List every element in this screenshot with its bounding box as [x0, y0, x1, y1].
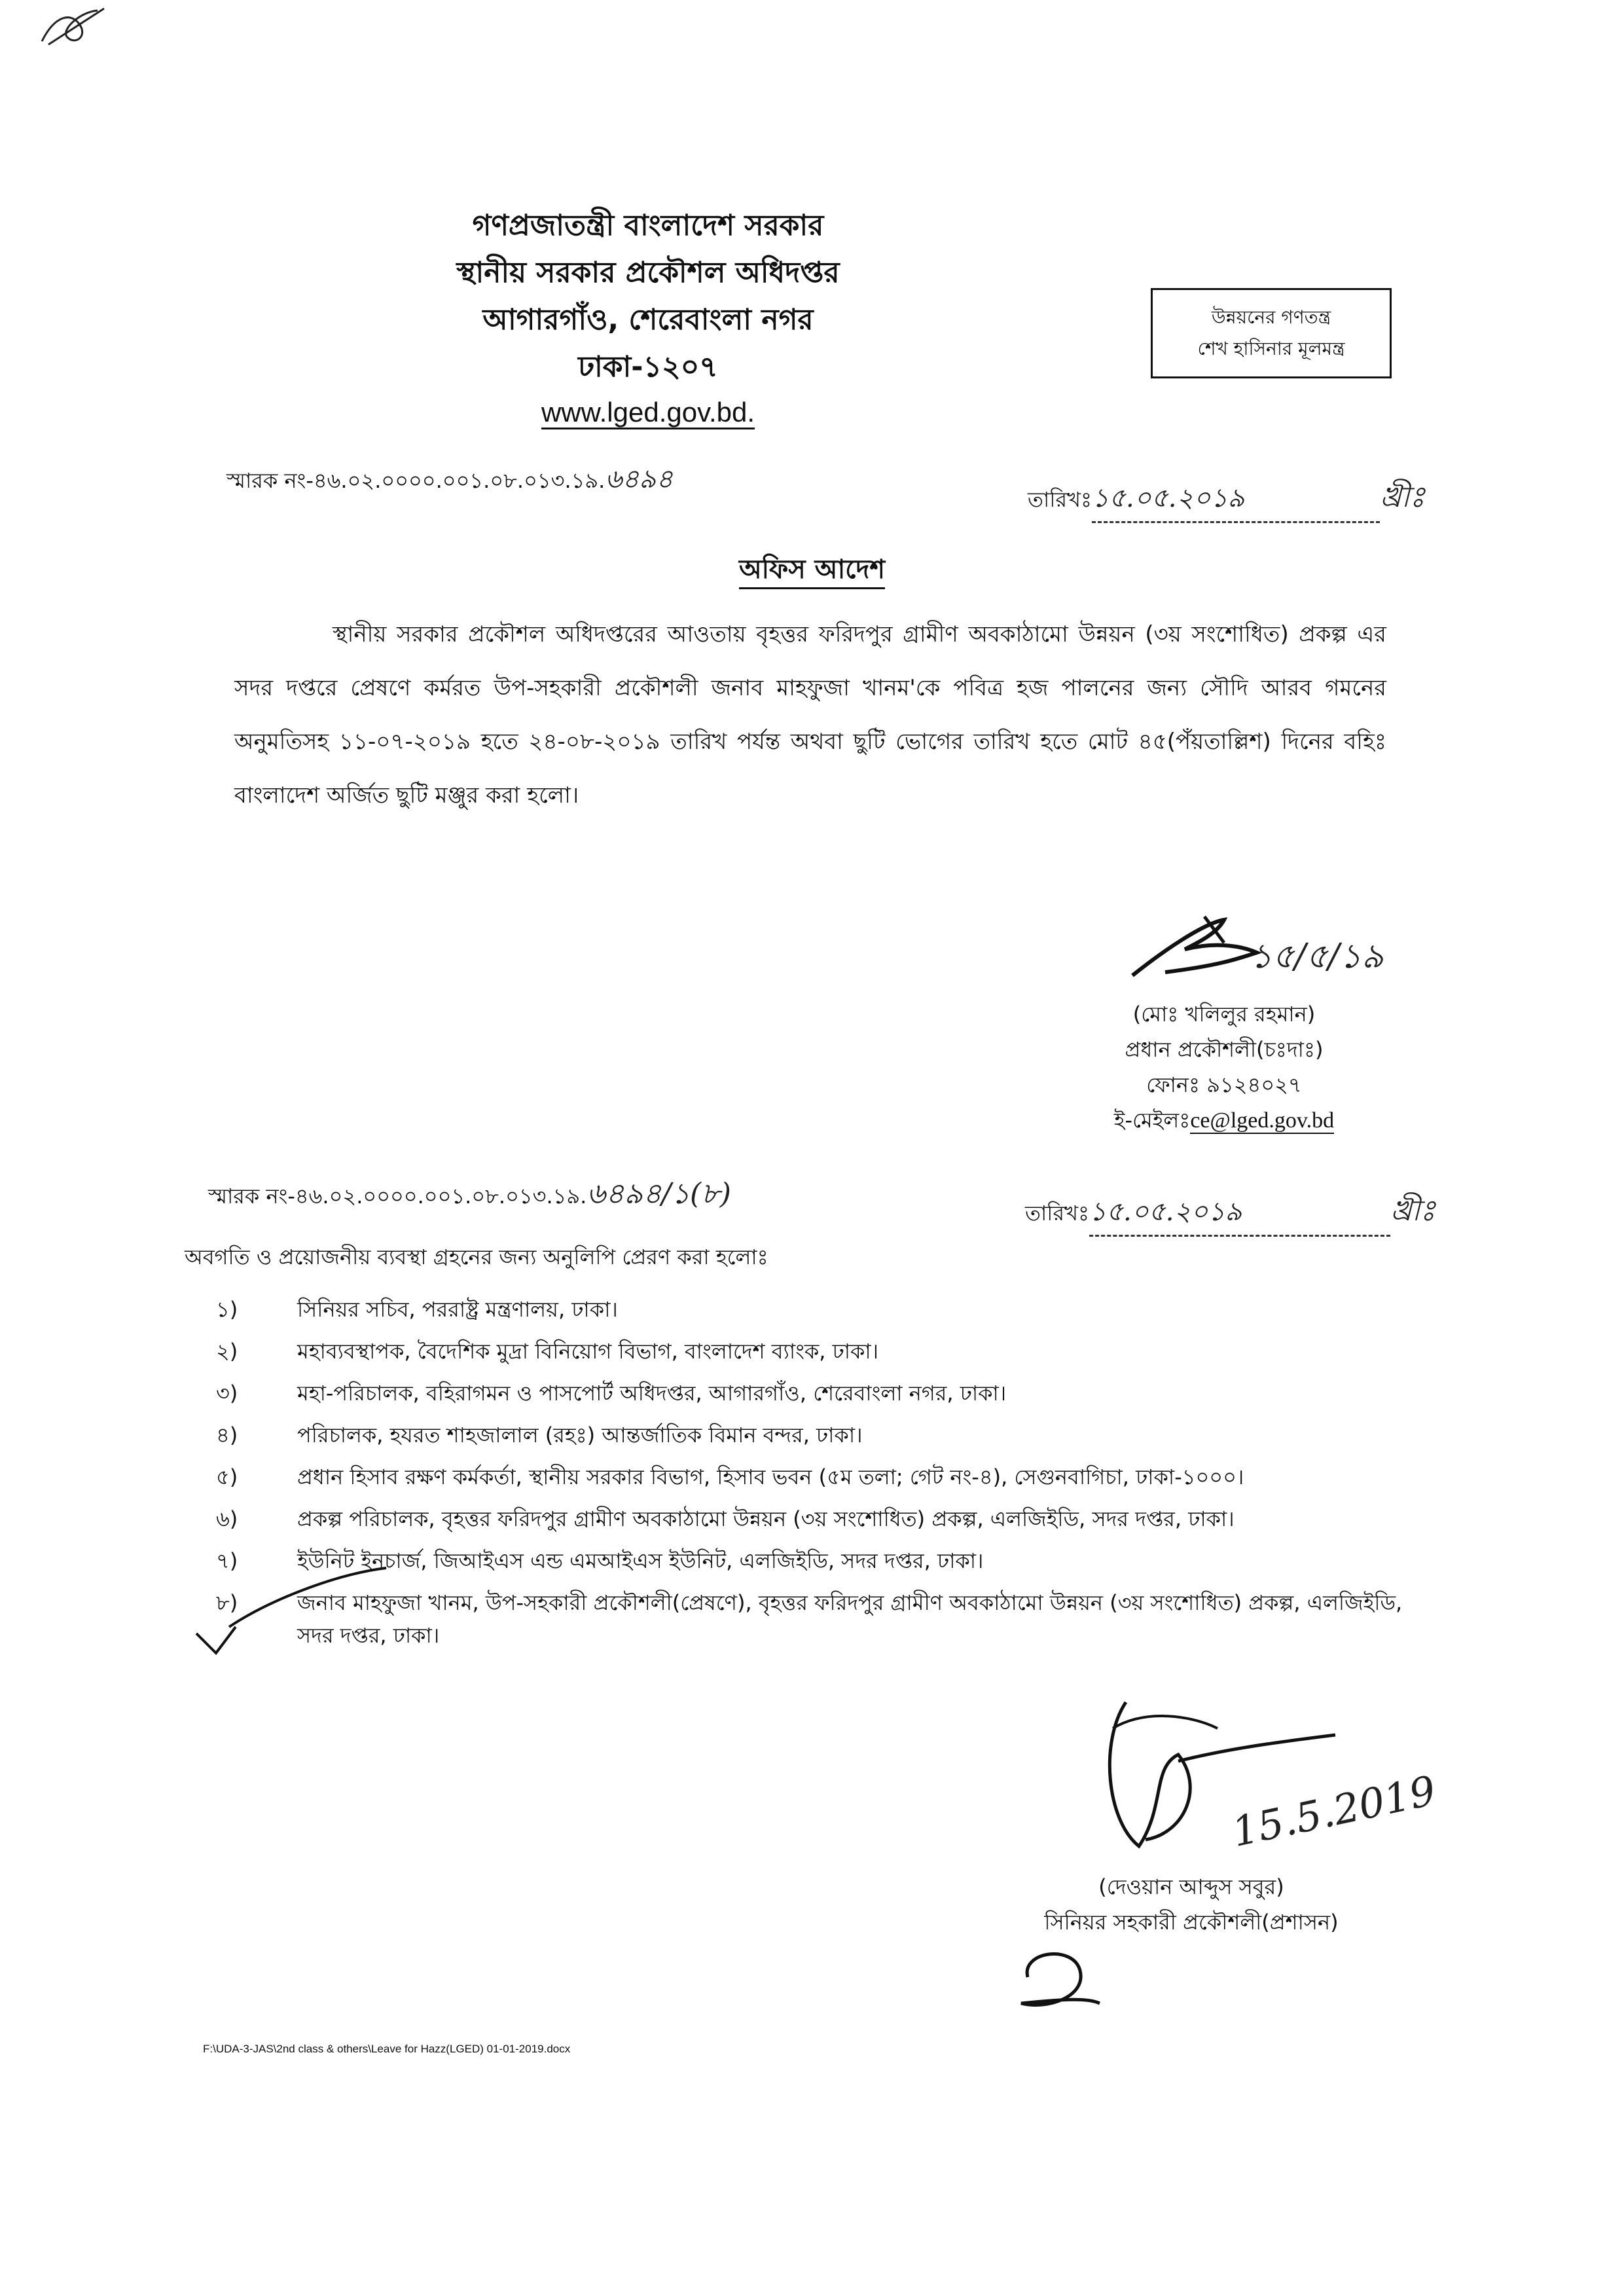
email-link[interactable]: ce@lged.gov.bd	[1190, 1108, 1335, 1133]
corner-handwritten-mark	[35, 5, 114, 51]
letterhead-line-3: আগারগাঁও, শেরেবাংলা নগর	[482, 303, 814, 337]
initial-mark	[1008, 1938, 1106, 2016]
signatory-1-email-row	[1021, 1102, 1427, 1139]
date-label: তারিখঃ	[1028, 487, 1092, 512]
signatory-2-name: (দেওয়ান আব্দুস সবুর)	[1098, 1874, 1284, 1899]
document-title: অফিস আদেশ	[0, 549, 1624, 592]
list-item: ৬) প্রকল্প পরিচালক, বৃহত্তর ফরিদপুর গ্রামীণ অবকাঠামো উন্নয়ন (৩য় সংশোধিত) প্রকল্প, এলজিইডি, সদর দপ্তর, ঢাকা।	[216, 1506, 1235, 1531]
list-item: ৭) ইউনিট ইনচার্জ, জিআইএস এন্ড এমআইএস ইউনিট, এলজিইডি, সদর দপ্তর, ঢাকা।	[216, 1548, 984, 1573]
order-body: স্থানীয় সরকার প্রকৌশল অধিদপ্তরের আওতায় বৃহত্তর ফরিদপুর গ্রামীণ অবকাঠামো উন্নয়ন (৩য় সংশোধিত) প্রকল্প এর সদর দপ্তরে প্রেষণে কর্মরত উপ-সহকারী প্রকৌশলী জনাব মাহফুজা খানম'কে পবিত্র হজ পালনের জন্য সৌদি আরব গমনের অনুমতিসহ ১১-০৭-২০১৯ হতে ২৪-০৮-২০১৯ তারিখ পর্যন্ত অথবা ছুটি ভোগের তারিখ হতে মোট ৪৫(পঁয়তাল্লিশ) দিনের বহিঃ বাংলাদেশ অর্জিত ছুটি মঞ্জুর করা হলো।	[234, 621, 1386, 809]
signature-2-date: 15.5.2019	[1227, 1766, 1440, 1857]
date-suffix: খ্রীঃ	[1380, 481, 1425, 514]
date-label: তারিখঃ	[1025, 1201, 1090, 1226]
website-link[interactable]: www.lged.gov.bd.	[541, 397, 755, 429]
list-item: ৫) প্রধান হিসাব রক্ষণ কর্মকর্তা, স্থানীয় সরকার বিভাগ, হিসাব ভবন (৫ম তলা; গেট নং-৪), সেগুনবাগিচা, ঢাকা-১০০০।	[216, 1465, 1244, 1489]
motto-line-1: উন্নয়নের গণতন্ত্র	[1211, 306, 1331, 328]
motto-box	[1151, 288, 1392, 378]
file-path-footer: F:\UDA-3-JAS\2nd class & others\Leave for Hazz(LGED) 01-01-2019.docx	[203, 2043, 571, 2055]
date-handwritten: ১৫.০৫.২০১৯	[1092, 477, 1380, 523]
distribution-list	[216, 1293, 1440, 1661]
list-item: ৮) জনাব মাহফুজা খানম, উপ-সহকারী প্রকৌশলী(প্রেষণে), বৃহত্তর ফরিদপুর গ্রামীণ অবকাঠামো উন্নয়ন (৩য় সংশোধিত) প্রকল্প, এলজিইডি, সদর দপ্তর, ঢাকা।	[216, 1590, 1403, 1648]
signatory-1-designation: প্রধান প্রকৌশলী(চঃদাঃ)	[1125, 1037, 1324, 1062]
signature-1-date: ১৫/৫/১৯	[1250, 937, 1384, 976]
memo-date-2	[1025, 1189, 1435, 1237]
list-item: ৪) পরিচালক, হযরত শাহজালাল (রহঃ) আন্তর্জাতিক বিমান বন্দর, ঢাকা।	[216, 1423, 863, 1448]
email-label: ই-মেইলঃ	[1113, 1108, 1191, 1133]
signatory-1	[1021, 996, 1427, 1139]
signatory-1-phone: ফোনঃ ৯১২৪০২৭	[1146, 1072, 1302, 1097]
memo-label: স্মারক নং-৪৬.০২.০০০০.০০১.০৮.০১৩.১৯.	[208, 1184, 587, 1209]
memo-number-handwritten: ৬৪৯৪	[605, 464, 674, 494]
signatory-2-designation: সিনিয়র সহকারী প্রকৌশলী(প্রশাসন)	[1044, 1910, 1339, 1935]
distribution-intro: অবগতি ও প্রয়োজনীয় ব্যবস্থা গ্রহনের জন্য অনুলিপি প্রেরণ করা হলোঃ	[185, 1245, 768, 1269]
signatory-1-name: (মোঃ খলিলুর রহমান)	[1132, 1002, 1316, 1027]
list-item: ৩) মহা-পরিচালক, বহিরাগমন ও পাসপোর্ট অধিদপ্তর, আগারগাঁও, শেরেবাংলা নগর, ঢাকা।	[216, 1381, 1007, 1406]
letterhead-line-2: স্থানীয় সরকার প্রকৌশল অধিদপ্তর	[456, 256, 840, 289]
memo-number-handwritten: ৬৪৯৪/১(৮)	[586, 1177, 731, 1211]
letterhead-line-4: ঢাকা-১২০৭	[578, 350, 718, 384]
list-item: ১) সিনিয়র সচিব, পররাষ্ট্র মন্ত্রণালয়, ঢাকা।	[216, 1297, 618, 1322]
motto-line-2: শেখ হাসিনার মূলমন্ত্র	[1197, 338, 1345, 359]
letterhead-line-1: গণপ্রজাতন্ত্রী বাংলাদেশ সরকার	[472, 209, 824, 242]
handwritten-tick-mark	[190, 1555, 399, 1660]
memo-date-1	[1028, 475, 1425, 523]
date-handwritten: ১৫.০৫.২০১৯	[1089, 1191, 1390, 1237]
date-suffix: খ্রীঃ	[1390, 1194, 1435, 1228]
list-item: ২) মহাব্যবস্থাপক, বৈদেশিক মুদ্রা বিনিয়োগ বিভাগ, বাংলাদেশ ব্যাংক, ঢাকা।	[216, 1339, 879, 1364]
memo-number-2	[208, 1172, 731, 1220]
memo-number-1	[226, 458, 673, 502]
memo-label: স্মারক নং-৪৬.০২.০০০০.০০১.০৮.০১৩.১৯.	[226, 468, 605, 493]
signatory-2	[943, 1869, 1440, 1940]
